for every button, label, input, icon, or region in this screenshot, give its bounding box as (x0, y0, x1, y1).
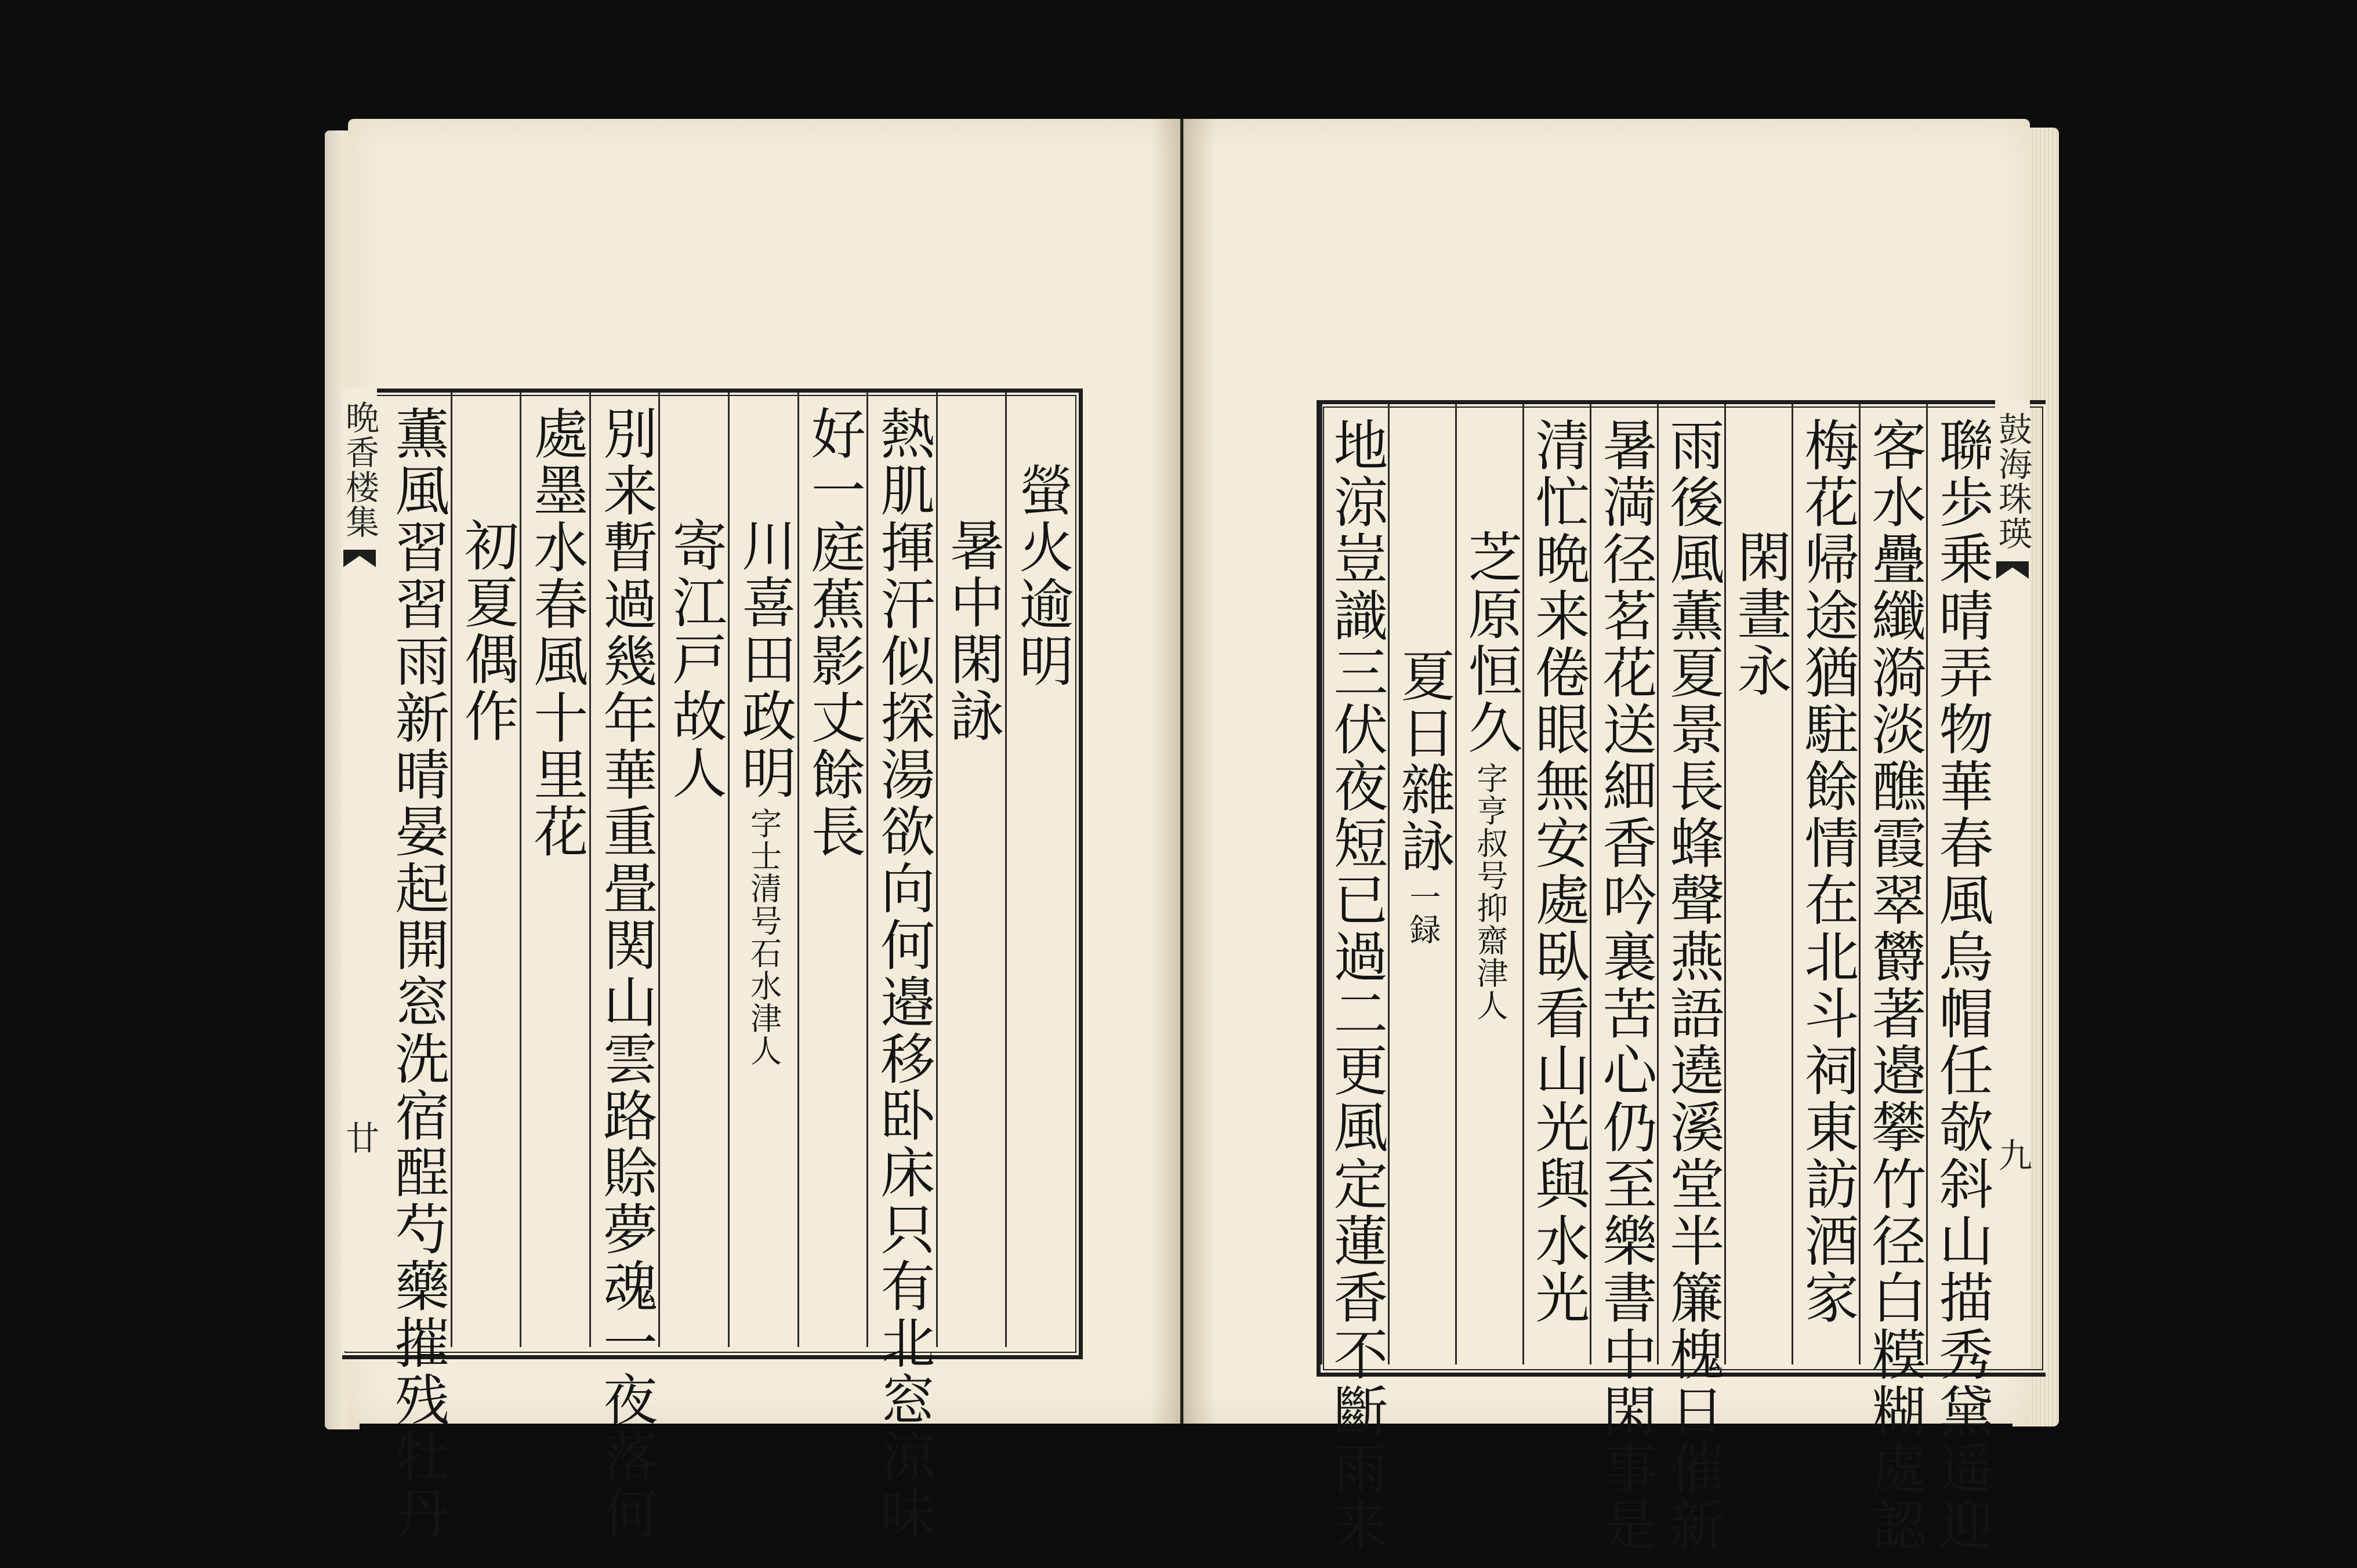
poem-line: 客水疊纖漪淡醮霞翠欝著邉攀竹径白糢糊處認 (1862, 417, 1926, 1554)
text-column (1657, 404, 1724, 1554)
author-note: 字亨叔号抑齋津人 (1471, 762, 1509, 1022)
poem-line: 別来暫過幾年華重畳関山雲路賒夢魂一夜落何 (593, 405, 657, 1542)
text-column (1388, 404, 1455, 1364)
author-entry (732, 393, 796, 1347)
poem-title-entry (1391, 404, 1455, 1364)
poem-title: 暑中閑詠 (940, 517, 1004, 745)
poem-line: 雨後風薫夏景長蜂聲燕語遶溪堂半簾槐日催新 (1660, 417, 1724, 1554)
text-column (589, 393, 659, 1542)
poem-line: 處墨水春風十里花 (524, 405, 588, 860)
poem-line: 薫風習習雨新晴晏起開窓洗宿酲芍藥摧残牡丹 (385, 405, 449, 1542)
author-entry (1458, 404, 1522, 1364)
text-column (1926, 404, 1993, 1554)
fishtail-mark (1996, 561, 2029, 579)
right-margin-title: 鼓海珠瑛 (1993, 412, 2032, 551)
poem-title: 夏日雜詠 (1391, 648, 1455, 875)
poem-title: 初夏偶作 (455, 517, 518, 745)
text-column (383, 393, 451, 1542)
author-note: 字士清号石水津人 (745, 807, 782, 1067)
poem-line: 聯歩乗晴弄物華春風烏帽任欹斜山描秀黛遥迎 (1929, 417, 1993, 1554)
poem-line: 熱肌揮汗似探湯欲向何邉移卧床只有北窓涼味 (871, 405, 934, 1542)
left-text-columns (383, 393, 1075, 1542)
left-margin-column (342, 389, 377, 1351)
text-column (658, 393, 728, 1347)
text-column (866, 393, 936, 1542)
poem-title-note: 一録 (1404, 881, 1441, 946)
right-margin-column (1995, 400, 2030, 1369)
poem-line: 地涼豈識三伏夜短已過二更風定蓮香不斷雨来 (1323, 417, 1387, 1554)
poem-line: 好一庭蕉影丈餘長 (802, 405, 865, 860)
text-column (1792, 404, 1859, 1364)
text-column (1590, 404, 1657, 1554)
poem-title: 閑晝永 (1727, 529, 1791, 699)
text-column (1321, 404, 1388, 1554)
text-column (797, 393, 867, 1347)
text-column (520, 393, 589, 1347)
text-column (1859, 404, 1926, 1554)
poem-line: 清忙晩来倦眼無安處臥看山光與水光 (1525, 417, 1589, 1326)
right-page-number: 九 (1993, 1138, 2032, 1171)
text-column (728, 393, 797, 1347)
right-text-columns (1321, 404, 1993, 1554)
poem-title: 螢火逾明 (1010, 462, 1074, 689)
author-name: 芝原恒久 (1458, 529, 1522, 756)
poem-line: 暑満径茗花送細香吟裏苦心仍至樂書中閑事是 (1593, 417, 1656, 1554)
author-name: 川喜田政明 (732, 517, 796, 801)
fishtail-mark (343, 550, 376, 567)
text-column (1005, 393, 1075, 1347)
poem-line: 梅花帰途猶駐餘情在北斗祠東訪酒家 (1794, 417, 1858, 1326)
text-column (1455, 404, 1522, 1364)
text-column (1522, 404, 1590, 1364)
text-column (936, 393, 1006, 1347)
text-column (1724, 404, 1792, 1364)
left-page-number: 廿 (340, 1120, 379, 1154)
left-margin-title: 晩香楼集 (340, 400, 379, 539)
book-gutter (1151, 119, 1215, 1424)
text-column (451, 393, 520, 1347)
poem-title: 寄江戸故人 (663, 517, 727, 801)
